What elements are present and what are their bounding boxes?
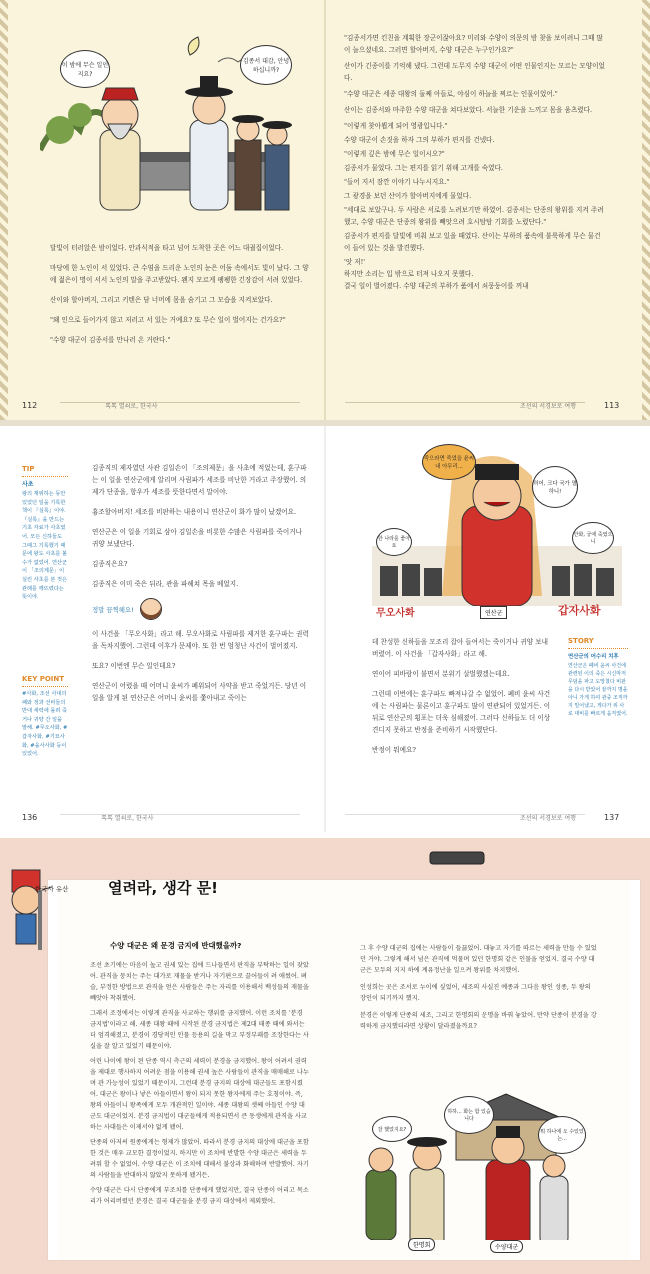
paragraph: 결국 일이 벌어졌다. 수양 대군의 부하가 품에서 쇠뭉둥이를 꺼내 <box>344 282 529 290</box>
keypoint-heading: KEY POINT <box>22 675 65 683</box>
speech-bubble: 잘 했었지요? <box>372 1116 412 1142</box>
paragraph: 김종직은 이미 죽은 뒤라, 관을 파헤쳐 목을 베었지. <box>92 580 239 588</box>
footer-series-title: 톡톡 열쇠로, 한국사 <box>101 815 154 822</box>
tip-label: 사초 <box>22 481 34 488</box>
speech-bubble: 안화, 궁에 죽였으니 <box>572 522 614 554</box>
dialogue-row <box>92 598 310 620</box>
paragraph: 김종서가 편지를 달빛에 비춰 보고 있을 때였다. 산이는 부하의 품속에 불룩하게 무슨 물건이 들어 있는 것을 발견했다. <box>344 232 601 252</box>
page-border-decoration <box>0 0 8 420</box>
page-number: 113 <box>603 401 620 410</box>
paragraph: 데 찬성한 신하들을 모조리 잡아 들여서는 죽이거나 귀양 보내 버렸어. 이 사건을 「갑자사화」라고 해. <box>372 638 549 658</box>
paragraph: "세대로 보았구나. 두 사람은 서로를 노려보기만 하였어. 김종서는 단종의 왕위를 지켜 주려 했고, 수양 대군은 단종의 왕위를 빼앗으려 호시탐탐 기회를 노렸단다." <box>344 206 604 226</box>
paragraph: "들어 지서 잠깐 이야기 나누시지요." <box>344 178 450 186</box>
label-suyang: 수양대군 <box>490 1240 523 1253</box>
speech-bubble: 이 밤에 무슨 일인지요? <box>60 50 110 88</box>
story-sidebar <box>568 636 628 718</box>
paragraph: 김종서가 물었다. 그는 편지를 읽기 위해 고개를 숙였다. <box>344 164 503 172</box>
paragraph: 하지만 소리는 입 밖으로 터져 나오지 못했다. <box>344 270 474 278</box>
paragraph: 산이와 할아버지, 그리고 키텐은 담 너머에 몸을 숨기고 그 모습을 지켜보았다. <box>50 296 273 304</box>
paragraph: 마당에 한 노인이 서 있었다. 큰 수염을 드리운 노인의 눈은 어둠 속에서도 빛이 났다. 그 양에 젊은이 명이 서서 노인의 말을 주고받았다. 왠지 모르게 팽팽한 긴장감이 서려 있었다. <box>50 264 309 284</box>
paragraph: 그래서 조정에서는 이렇게 관직을 사교하는 행위를 금지했어. 이런 조치를 '분경 금지법'이라고 해. 세종 대왕 때에 시작된 분경 금지법은 제2대 태종 때에 와서는 더 엄격해졌고, 분경이 경당적인 인물 등용의 길을 막고 부정부패를 조장한다는 사실을 잘 알고 있었기 때문이야. <box>90 1010 309 1050</box>
paragraph: 이 사건을 「무오사화」라고 해. 무오사화로 사림파를 제거한 훈구파는 권력을 독차지했어. 그런데 이후가 문제야. 또 한 번 엄청난 사건이 벌어졌지. <box>92 630 309 650</box>
tip-heading: TIP <box>22 465 35 473</box>
paragraph: 단종의 아저씨 원종에게는 형제가 많았어. 따라서 분경 금지의 대상에 대군을 포함한 것은 매우 교모한 결정이었지. 하지만 이 조치에 반발한 수양 대군은 세력을 두려워 할 수 없었어. 수양 대군은 이 조치에 대해서 불상과 화해하며 반발했어. 자기의 사람들을 반대하지 않았지 못하게 됐거든. <box>90 1139 309 1179</box>
paragraph: 수양 대군이 손짓을 하자 그의 부하가 편지를 건넸다. <box>344 136 495 144</box>
dialogue-callout: 반정이 뭐예요? <box>372 746 416 754</box>
dialogue-callout: 정말 끔찍해요! <box>92 605 134 614</box>
speech-bubble: 한 나라를 좋아요 <box>376 528 412 556</box>
right-page-text <box>344 32 606 292</box>
speech-bubble: 죽으라면 죽었을 윤씨 내 아무리... <box>422 444 476 480</box>
paragraph: "왜 인으로 들어가지 않고 저러고 서 있는 거예요? 또 무슨 일이 벌어지는 건가요?" <box>50 316 286 324</box>
left-page-text <box>92 462 310 712</box>
paragraph: "수양 대군은 세종 대왕의 둘째 아들로, 야심이 하늘을 찌르는 인물이었어." <box>344 90 558 98</box>
paragraph: 수양 대군은 다시 단종에게 부조치를 단종에게 했었지만, 결국 단종이 어리고 목소리가 어리버렸던 분경은 결국 대군들을 분경 금지 대상에서 제외했어. <box>90 1187 309 1205</box>
paragraph: "이렇게 깊은 밤에 무슨 일이시오?" <box>344 150 445 158</box>
spread3-right-text <box>360 943 598 1038</box>
book-gutter <box>324 0 326 420</box>
speech-bubble: 김종서 대감, 안녕하십니까? <box>240 45 292 85</box>
story-heading: STORY <box>568 637 594 645</box>
sidebar-rule <box>22 686 68 687</box>
dialogue-callout: 연이어 피바람이 불면서 분위기 살벌했겠는데요. <box>372 670 510 678</box>
page-number: 136 <box>22 813 38 822</box>
section-question: 수양 대군은 왜 문경 금지에 반대했을까? <box>110 941 242 950</box>
footer-chapter-title: 조선의 서경보로 여행 <box>520 815 576 822</box>
keypoint-sidebar <box>22 674 68 759</box>
section-title: 열려라, 생각 문! <box>108 879 218 897</box>
dialogue-callout: 김종직은요? <box>92 560 128 568</box>
paragraph: "김종서가면 킨친을 계획한 장군이잖아요? 미리와 수양이 의문의 밤 찾을 보이려니 그때 많이 늘으셨네요. 그러면 할아버지, 수양 대군은 누구인가요?" <box>344 34 603 54</box>
page-footer-left <box>22 813 153 822</box>
dialogue-callout: 또요? 이번엔 무슨 일인데요? <box>92 662 176 670</box>
story-body: 연산군은 폐비 윤씨 사건에 관련된 이의 죽은 시신마저 무덤을 파고 도망쳤다 비판을 다시 받았어 끝까지 명을 아니 가게 하여 관중 조직까지 밀어냈고, 게다가 위 사로 대비를 빠르게 움직였어. <box>568 663 628 717</box>
spread-1 <box>0 0 650 420</box>
speech-bubble: 뭐 하나에 오 수있었는... <box>538 1116 586 1154</box>
dialogue-callout: 흉조할아버지! 세조를 비판하는 내용이니 연산군이 화가 많이 났겠어요. <box>92 508 297 516</box>
left-page-text <box>50 242 312 354</box>
tip-body: 왕의 재위하는 동안 있었던 일을 기록한 책이 『실록』이야. 『실록』을 만드는 기초 자료가 사초였어. 모든 신하들도 그때그 기록했기 때문에 왕도 사초를 볼 수가 없었어. 연산군이 「조의제문」이 실린 사초를 본 것은 관례를 깨뜨렸다는 뜻이야. <box>22 491 68 601</box>
paragraph: 그 광경을 보던 산이가 할아버지에게 물었다. <box>344 192 472 200</box>
footer-series-title: 톡톡 열쇠로, 한국사 <box>105 403 158 410</box>
paragraph: 어린 나이에 왕이 된 단종 역시 측근의 세력이 분경을 금지했어. 왕이 어려서 권력을 제대로 행사하지 어려운 점을 이용해 권세 높은 사람들이 관직을 매매해로 나누며 관 가능성이 있었기 때문이지. 그런데 분경 금지의 대상에 대군들도 포함시켰어. 대군은 왕이나 낳은 아들이면서 왕이 되지 못한 왕자에게 주는 호칭이야. 즉, 왕의 아들이니 왕족에게 모두 개관적인 일이야. 세종 대왕의 셋째 아들인 수양 대군도 대군이었지. 분경 금지법이 대군들에게 적용되면서 큰 동생에게 관직을 사교하는 사대들은 이제서야 없게 됐어. <box>90 1058 309 1131</box>
paragraph: 김종직의 제자였던 사관 김일손이 「조의제문」을 사초에 적었는데, 훈구파는 이 일을 연산군에게 알리며 사림파가 세조를 비난한 거라고 주장했어. 의제가 단종을, 항우가 세조를 뜻한다면서 말이야. <box>92 464 307 496</box>
label-musa: 무오사화 <box>376 608 415 619</box>
right-page-text <box>372 636 554 764</box>
character-with-brush-icon <box>4 860 52 960</box>
tip-sidebar <box>22 464 68 602</box>
page-footer-right <box>520 813 627 822</box>
page-footer-right <box>520 401 627 410</box>
speech-bubble: 허어, 크다 국가 멸하니! <box>532 466 578 508</box>
paragraph: 산이가 긴종이를 기억해 냈다. 그런데 도무지 수양 대군이 어떤 인물인지는 모르는 모양이었다. <box>344 62 605 82</box>
paragraph: 인성희는 곳은 조서로 누이에 싶었어, 세조의 사실진 예종과 그다음 왕인 성종, 두 왕의 장인이 되기까지 했지. <box>360 984 591 1002</box>
label-hanmyeonghoe: 한명회 <box>408 1238 435 1251</box>
character-face-icon <box>140 598 162 620</box>
paragraph: 달빛이 터러앉은 밤이었다. 안과식적을 타고 넘어 도착한 곳은 어느 대궐집이었다. <box>50 244 284 252</box>
paragraph: 연산군은 이 일을 기회로 삼아 김일손을 비롯한 수많은 사림파를 죽이거나 귀양 보냈단다. <box>92 528 302 548</box>
paragraph: 그 후 수양 대군의 집에는 사람들이 들끓었어. 대놓고 자기를 따르는 세력을 만들 수 있었던 거야. 그렇게 해서 넘은 관직에 먹물며 있던 한명회 같은 인물을 얻었지. 결국 수양 대군은 모두의 지지 하에 계유정난을 일으켜 왕위를 차지했어. <box>360 945 597 974</box>
page-footer-left <box>22 401 157 410</box>
paragraph: '앗 저!' <box>344 258 366 266</box>
paragraph: 분경은 이렇게 단종의 세조, 그리고 한명회의 운명을 바꿔 놓았어. 만약 단종이 분경을 강력하게 금지했더라면 상황이 달라졌을까요? <box>360 1012 597 1030</box>
speech-bubble: 하하... 화는 함 있습니다 <box>444 1096 494 1134</box>
sidebar-rule <box>568 648 628 649</box>
section-small-label: 한국사 유산 <box>35 885 69 893</box>
sidebar-rule <box>22 476 68 477</box>
book-gutter <box>324 426 326 832</box>
keypoint-body: #사화, 조선 사대의 폐와 정과 선비들의 반대 세력에 몰려 죽거나 귀양 간 일을 말해. #무오사화, #갑자사화, #기묘사화, #을사사화 등이 있었어. <box>22 691 68 758</box>
footer-chapter-title: 조선의 서경보로 여행 <box>520 403 576 410</box>
spread3-left-text <box>90 960 310 1207</box>
illustration-yeonsangun <box>372 436 622 624</box>
illustration-night-visit <box>40 20 320 220</box>
paragraph: 연산군이 어렸을 때 어머니 윤씨가 폐위되어 사약을 받고 죽었거든. 당년 이 일을 알게 된 연산군은 어머니 윤씨를 쫓아내고 죽이는 <box>92 682 307 702</box>
paragraph: "수양 대군이 김종서를 만나러 온 거란다." <box>50 336 171 344</box>
paragraph: 그런데 이번에는 훈구파도 빠져나갈 수 없었어. 폐비 윤씨 사건에 는 사림파는 물론이고 훈구파도 많이 연관되어 있었거든. 이 뒤로 연산군의 횡포는 더욱 심해졌어. 그러다 신하들도 더 이상 견디지 못하고 반정을 준비하기 시작했단다. <box>372 690 551 734</box>
label-yeonsangun: 연산군 <box>480 606 507 619</box>
page-number: 112 <box>22 401 38 410</box>
paragraph: "이렇게 찾아뵙게 되어 영광입니다." <box>344 122 448 130</box>
page-number: 137 <box>603 813 620 822</box>
paragraph: 산이는 김종서와 마주한 수양 대군을 쳐다보았다. 서늘한 기운을 느끼고 몸을 움츠렸다. <box>344 106 593 114</box>
spread-2 <box>0 420 650 832</box>
paragraph: 조선 초기에는 마음이 높고 권세 있는 집에 드나들면서 판직을 부탁하는 일이 잦았어. 관직을 뭉치는 주는 대가로 재물을 받거나 자기편으로 끌어들이 려 애썼어. 벼슬, 부정한 방법으로 관직을 얻은 사람들은 주는 자리를 이용해서 백성들의 재물을 빼앗아 착취했어. <box>90 962 309 1002</box>
illustration-suyang-hanmyeonghoe <box>326 1090 598 1254</box>
page-border-decoration <box>642 0 650 420</box>
brush-holder-icon <box>428 848 488 870</box>
label-gapja: 갑자사화 <box>558 604 601 617</box>
story-title: 연산군의 어수리 치후 <box>568 654 619 660</box>
